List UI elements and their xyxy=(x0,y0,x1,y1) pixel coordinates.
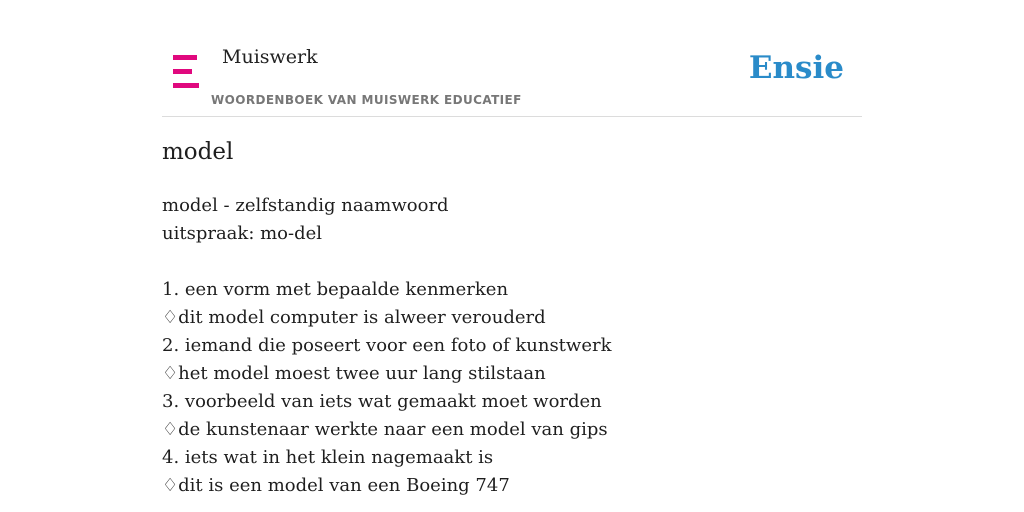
muiswerk-logo-icon[interactable] xyxy=(173,55,199,88)
pronunciation: uitspraak: mo-del xyxy=(162,223,323,244)
example-line: ♢dit model computer is alweer verouderd xyxy=(162,307,546,328)
example-line: ♢het model moest twee uur lang stilstaan xyxy=(162,363,546,384)
definition-body xyxy=(162,192,612,500)
page-header xyxy=(162,0,862,117)
definition-line: 3. voorbeeld van iets wat gemaakt moet worden xyxy=(162,391,602,412)
spacer xyxy=(162,248,612,276)
definition-line: 2. iemand die poseert voor een foto of kunstwerk xyxy=(162,335,612,356)
example-line: ♢de kunstenaar werkte naar een model van gips xyxy=(162,419,608,440)
word-class: model - zelfstandig naamwoord xyxy=(162,195,449,216)
entry-title: model xyxy=(162,139,234,165)
definition-line: 1. een vorm met bepaalde kenmerken xyxy=(162,279,509,300)
source-subtitle: WOORDENBOEK VAN MUISWERK EDUCATIEF xyxy=(211,93,522,107)
source-name[interactable]: Muiswerk xyxy=(222,46,318,68)
definition-line: 4. iets wat in het klein nagemaakt is xyxy=(162,447,494,468)
ensie-logo[interactable]: Ensie xyxy=(748,50,844,86)
example-line: ♢dit is een model van een Boeing 747 xyxy=(162,475,510,496)
